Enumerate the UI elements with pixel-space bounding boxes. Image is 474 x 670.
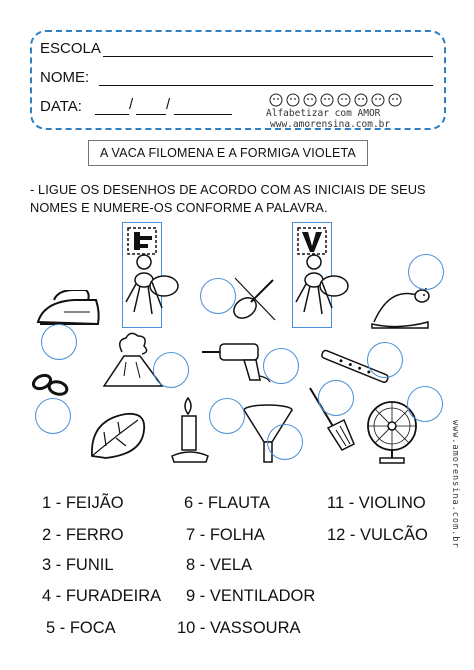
side-url: www.amorensina.com.br bbox=[450, 420, 460, 549]
date-month-field[interactable] bbox=[136, 114, 166, 115]
word-item: 10 - VASSOURA bbox=[177, 619, 301, 637]
school-label: ESCOLA bbox=[40, 40, 101, 57]
answer-circle[interactable] bbox=[41, 324, 77, 360]
word-item: 7 - FOLHA bbox=[186, 526, 265, 544]
worksheet-title: A VACA FILOMENA E A FORMIGA VIOLETA bbox=[88, 140, 368, 166]
answer-circle[interactable] bbox=[267, 424, 303, 460]
ant-f-icon bbox=[120, 222, 186, 326]
instruction-line-1: - LIGUE OS DESENHOS DE ACORDO COM AS INICIAIS DE SEUS bbox=[30, 182, 426, 197]
name-label: NOME: bbox=[40, 69, 90, 86]
answer-circle[interactable] bbox=[153, 352, 189, 388]
word-item: 3 - FUNIL bbox=[42, 556, 114, 574]
ant-v-icon bbox=[290, 222, 356, 326]
word-item: 8 - VELA bbox=[186, 556, 253, 574]
date-separator: / bbox=[129, 96, 134, 113]
answer-circle[interactable] bbox=[35, 398, 71, 434]
answer-circle[interactable] bbox=[209, 398, 245, 434]
word-item: 4 - FURADEIRA bbox=[42, 587, 162, 605]
date-day-field[interactable] bbox=[95, 114, 129, 115]
word-item: 6 - FLAUTA bbox=[184, 494, 270, 512]
date-separator: / bbox=[166, 96, 171, 113]
leaf-icon bbox=[86, 410, 150, 462]
word-item: 1 - FEIJÃO bbox=[42, 494, 124, 512]
beans-icon bbox=[30, 370, 70, 400]
iron-icon bbox=[34, 290, 104, 332]
answer-circle[interactable] bbox=[263, 348, 299, 384]
logo-title: Alfabetizar com AMOR bbox=[266, 108, 381, 119]
drill-icon bbox=[200, 336, 272, 384]
date-label: DATA: bbox=[40, 98, 82, 115]
school-field[interactable] bbox=[103, 56, 433, 57]
candle-icon bbox=[168, 396, 212, 466]
answer-circle[interactable] bbox=[408, 254, 444, 290]
date-year-field[interactable] bbox=[174, 114, 232, 115]
word-item: 5 - FOCA bbox=[46, 619, 116, 637]
word-item: 2 - FERRO bbox=[42, 526, 124, 544]
answer-circle[interactable] bbox=[200, 278, 236, 314]
instruction-line-2: NOMES E NUMERE-OS CONFORME A PALAVRA. bbox=[30, 200, 328, 215]
word-item: 9 - VENTILADOR bbox=[186, 587, 316, 605]
word-item: 12 - VULCÃO bbox=[327, 526, 428, 544]
answer-circle[interactable] bbox=[318, 380, 354, 416]
logo-url: www.amorensina.com.br bbox=[270, 119, 391, 130]
name-field[interactable] bbox=[99, 85, 433, 86]
answer-circle[interactable] bbox=[407, 386, 443, 422]
answer-circle[interactable] bbox=[367, 342, 403, 378]
word-item: 11 - VIOLINO bbox=[327, 494, 426, 512]
